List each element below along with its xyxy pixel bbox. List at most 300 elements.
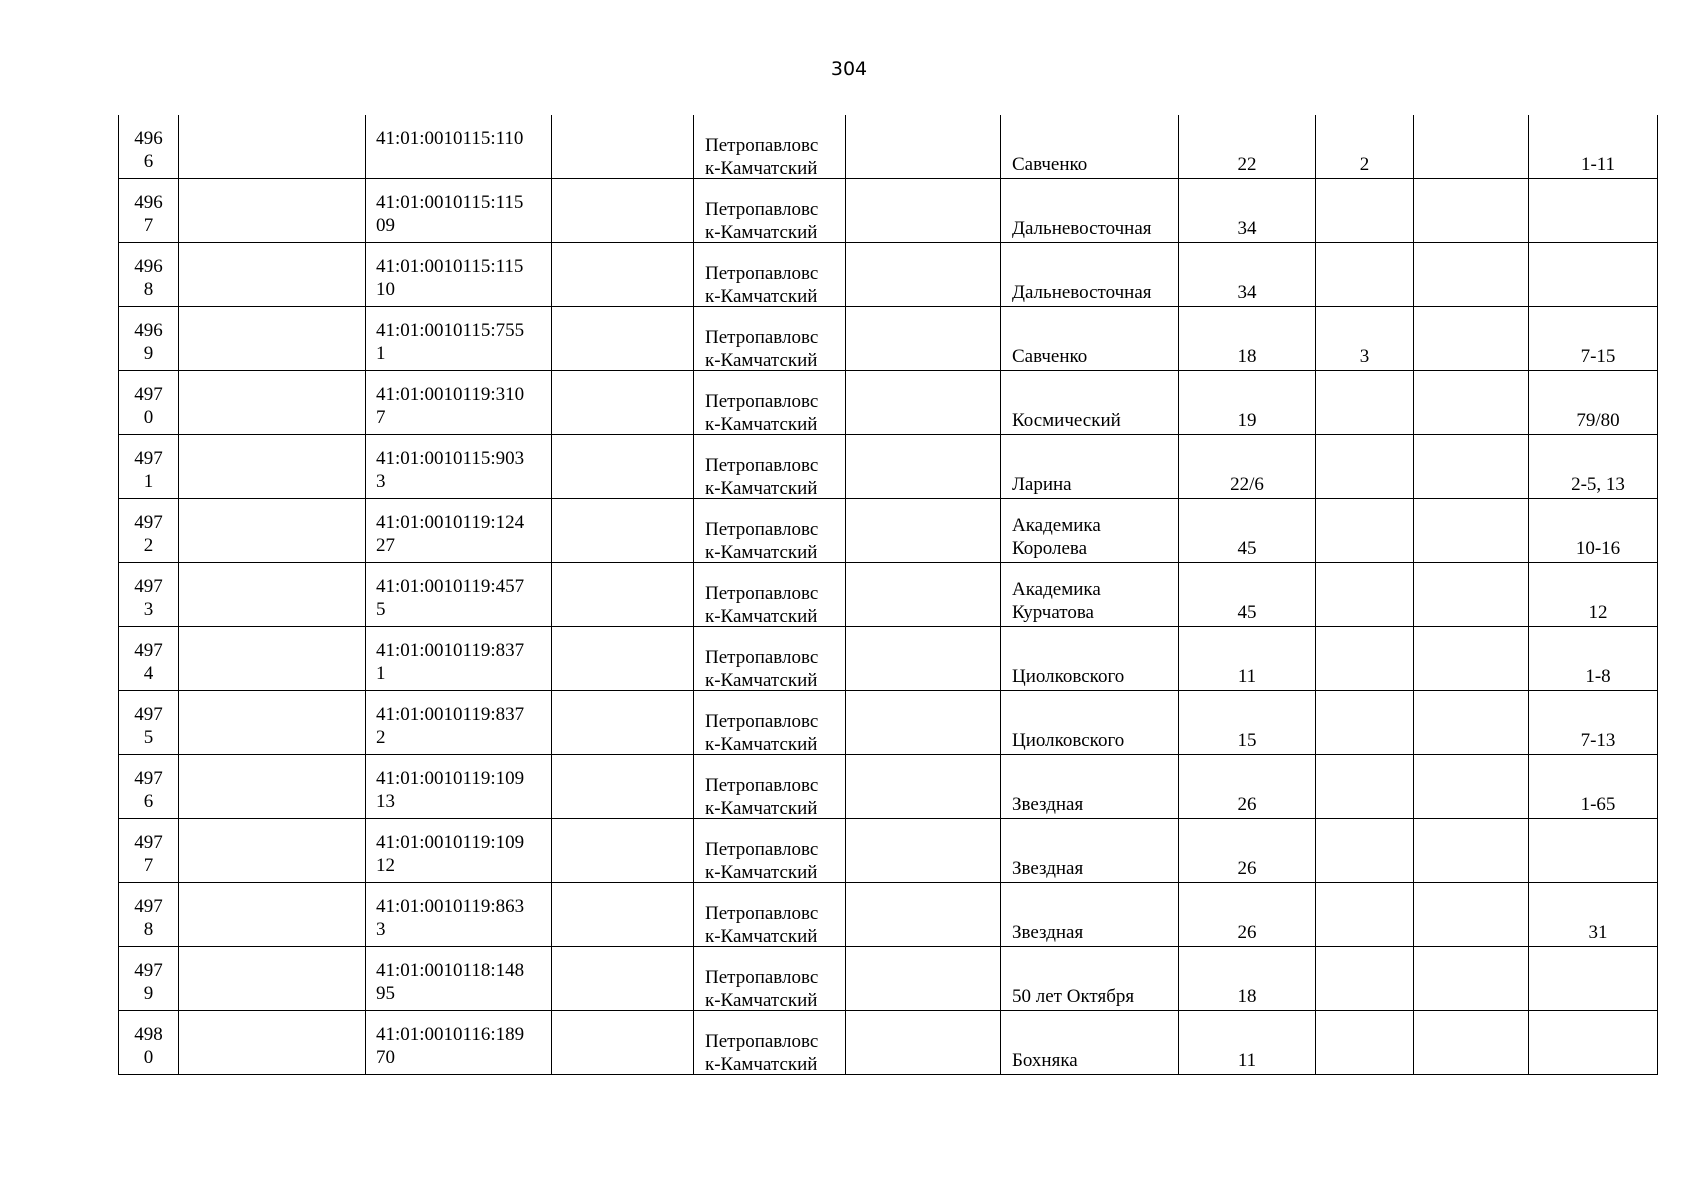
house-number: 26 [1237, 858, 1257, 879]
empty-cell [552, 883, 694, 947]
empty-cell [1414, 179, 1529, 243]
street-line: Циолковского [1012, 666, 1125, 687]
empty-cell [552, 115, 694, 179]
apartments-cell [1529, 435, 1658, 499]
empty-cell [179, 627, 366, 691]
row-number-cell [119, 371, 179, 435]
house-number-cell [1179, 371, 1316, 435]
table-row [119, 563, 1658, 627]
table-row [119, 371, 1658, 435]
apartments-cell [1529, 499, 1658, 563]
cadastral-number-line: 7 [376, 407, 386, 428]
street-line: Ларина [1012, 474, 1072, 495]
apartments-cell [1529, 307, 1658, 371]
city-cell [694, 179, 846, 243]
cadastral-number-cell [366, 307, 552, 371]
empty-cell [846, 755, 1001, 819]
row-number-line: 9 [143, 343, 154, 364]
table-row [119, 179, 1658, 243]
building-number-cell [1316, 371, 1414, 435]
cadastral-number-line: 1 [376, 663, 386, 684]
empty-cell [552, 627, 694, 691]
cadastral-number-line: 70 [376, 1047, 395, 1068]
empty-cell [846, 179, 1001, 243]
building-number-cell [1316, 627, 1414, 691]
apartments-cell [1529, 371, 1658, 435]
street-line: Савченко [1012, 154, 1088, 175]
table-row [119, 755, 1658, 819]
apartments-range: 1-65 [1580, 794, 1616, 815]
apartments-cell [1529, 755, 1658, 819]
row-number-line: 8 [143, 279, 154, 300]
house-number-cell [1179, 243, 1316, 307]
house-number-cell [1179, 947, 1316, 1011]
apartments-cell [1529, 243, 1658, 307]
building-number-cell [1316, 1011, 1414, 1075]
row-number-cell [119, 563, 179, 627]
cadastral-number-line: 3 [376, 471, 386, 492]
city-cell [694, 883, 846, 947]
table-row [119, 691, 1658, 755]
city-cell [694, 435, 846, 499]
table-row [119, 307, 1658, 371]
street-cell [1001, 627, 1179, 691]
cadastral-number-line: 3 [376, 919, 386, 940]
empty-cell [552, 243, 694, 307]
empty-cell [846, 307, 1001, 371]
row-number-cell [119, 691, 179, 755]
building-number: 2 [1359, 154, 1370, 175]
street-line: Савченко [1012, 346, 1088, 367]
apartments-range: 31 [1588, 922, 1608, 943]
street-line: 50 лет Октября [1012, 986, 1135, 1007]
empty-cell [552, 755, 694, 819]
street-line: Звездная [1012, 922, 1084, 943]
apartments-range: 79/80 [1576, 410, 1620, 431]
city-cell [694, 307, 846, 371]
house-number-cell [1179, 435, 1316, 499]
house-number: 22/6 [1230, 474, 1264, 495]
street-cell [1001, 435, 1179, 499]
empty-cell [179, 115, 366, 179]
building-number-cell [1316, 691, 1414, 755]
empty-cell [552, 1011, 694, 1075]
city-line: к-Камчатский [705, 990, 818, 1011]
city-line: Петропавловс [705, 455, 819, 476]
street-line: Дальневосточная [1012, 218, 1152, 239]
cadastral-number-line: 41:01:0010119:124 [376, 512, 525, 533]
empty-cell [552, 371, 694, 435]
empty-cell [1414, 563, 1529, 627]
empty-cell [179, 947, 366, 1011]
street-line: Академика [1012, 515, 1101, 536]
apartments-cell [1529, 819, 1658, 883]
apartments-range: 1-11 [1580, 154, 1616, 175]
table-row [119, 819, 1658, 883]
house-number-cell [1179, 179, 1316, 243]
row-number-cell [119, 947, 179, 1011]
street-line: Дальневосточная [1012, 282, 1152, 303]
row-number-cell [119, 115, 179, 179]
house-number: 15 [1237, 730, 1257, 751]
building-number-cell [1316, 243, 1414, 307]
empty-cell [1414, 755, 1529, 819]
building-number-cell [1316, 563, 1414, 627]
row-number-line: 6 [143, 151, 154, 172]
city-line: Петропавловс [705, 199, 819, 220]
building-number-cell [1316, 179, 1414, 243]
city-line: Петропавловс [705, 327, 819, 348]
row-number-line: 4 [143, 663, 154, 684]
street-line: Звездная [1012, 794, 1084, 815]
city-cell [694, 563, 846, 627]
empty-cell [552, 691, 694, 755]
cadastral-number-line: 41:01:0010119:109 [376, 832, 525, 853]
empty-cell [179, 179, 366, 243]
city-cell [694, 371, 846, 435]
empty-cell [1414, 627, 1529, 691]
row-number-line: 5 [143, 727, 154, 748]
empty-cell [1414, 371, 1529, 435]
empty-cell [179, 563, 366, 627]
city-cell [694, 1011, 846, 1075]
row-number-line: 7 [143, 215, 154, 236]
empty-cell [846, 1011, 1001, 1075]
table-row [119, 947, 1658, 1011]
empty-cell [846, 883, 1001, 947]
registry-body [119, 115, 1658, 1075]
apartments-cell [1529, 691, 1658, 755]
empty-cell [846, 947, 1001, 1011]
empty-cell [846, 243, 1001, 307]
empty-cell [846, 819, 1001, 883]
street-line: Академика [1012, 579, 1101, 600]
house-number-cell [1179, 1011, 1316, 1075]
city-line: к-Камчатский [705, 286, 818, 307]
empty-cell [552, 563, 694, 627]
cadastral-number-line: 41:01:0010116:189 [376, 1024, 525, 1045]
cadastral-number-cell [366, 627, 552, 691]
apartments-range: 10-16 [1575, 538, 1621, 559]
city-line: к-Камчатский [705, 862, 818, 883]
row-number-line: 497 [134, 960, 163, 981]
house-number-cell [1179, 819, 1316, 883]
apartments-cell [1529, 1011, 1658, 1075]
row-number-cell [119, 243, 179, 307]
city-line: к-Камчатский [705, 670, 818, 691]
row-number-line: 497 [134, 896, 163, 917]
city-line: к-Камчатский [705, 926, 818, 947]
building-number-cell [1316, 883, 1414, 947]
cadastral-number-cell [366, 499, 552, 563]
apartments-cell [1529, 179, 1658, 243]
cadastral-number-line: 41:01:0010115:755 [376, 320, 525, 341]
row-number-line: 497 [134, 576, 163, 597]
street-line: Космический [1012, 410, 1121, 431]
empty-cell [552, 307, 694, 371]
row-number-cell [119, 883, 179, 947]
row-number-line: 497 [134, 448, 163, 469]
empty-cell [1414, 115, 1529, 179]
empty-cell [846, 499, 1001, 563]
street-cell [1001, 755, 1179, 819]
street-line: Бохняка [1012, 1050, 1078, 1071]
row-number-line: 9 [143, 983, 154, 1004]
empty-cell [179, 371, 366, 435]
row-number-line: 6 [143, 791, 154, 812]
empty-cell [179, 1011, 366, 1075]
cadastral-number-line: 41:01:0010118:148 [376, 960, 525, 981]
street-cell [1001, 307, 1179, 371]
house-number-cell [1179, 499, 1316, 563]
cadastral-number-cell [366, 691, 552, 755]
empty-cell [552, 499, 694, 563]
empty-cell [846, 691, 1001, 755]
city-line: Петропавловс [705, 583, 819, 604]
cadastral-number-line: 41:01:0010119:457 [376, 576, 525, 597]
row-number-line: 498 [134, 1024, 163, 1045]
cadastral-number-cell [366, 435, 552, 499]
cadastral-number-line: 41:01:0010115:110 [376, 128, 524, 149]
house-number: 45 [1237, 602, 1257, 623]
apartments-range: 2-5, 13 [1571, 474, 1625, 495]
registry-table [118, 115, 1658, 1075]
house-number-cell [1179, 563, 1316, 627]
cadastral-number-line: 5 [376, 599, 386, 620]
row-number-line: 496 [134, 256, 163, 277]
empty-cell [1414, 691, 1529, 755]
cadastral-number-cell [366, 563, 552, 627]
street-cell [1001, 819, 1179, 883]
street-cell [1001, 947, 1179, 1011]
cadastral-number-line: 41:01:0010115:903 [376, 448, 525, 469]
empty-cell [846, 115, 1001, 179]
empty-cell [552, 179, 694, 243]
building-number-cell [1316, 307, 1414, 371]
city-line: Петропавловс [705, 967, 819, 988]
apartments-range: 7-15 [1580, 346, 1616, 367]
street-line: Звездная [1012, 858, 1084, 879]
street-cell [1001, 115, 1179, 179]
empty-cell [552, 435, 694, 499]
building-number-cell [1316, 499, 1414, 563]
house-number-cell [1179, 883, 1316, 947]
row-number-line: 1 [143, 471, 154, 492]
empty-cell [179, 243, 366, 307]
city-line: к-Камчатский [705, 350, 818, 371]
empty-cell [179, 755, 366, 819]
street-line: Королева [1012, 538, 1088, 559]
table-row [119, 883, 1658, 947]
empty-cell [179, 499, 366, 563]
row-number-line: 497 [134, 768, 163, 789]
cadastral-number-line: 12 [376, 855, 395, 876]
house-number-cell [1179, 691, 1316, 755]
street-cell [1001, 691, 1179, 755]
street-cell [1001, 179, 1179, 243]
row-number-line: 497 [134, 832, 163, 853]
empty-cell [1414, 307, 1529, 371]
city-line: к-Камчатский [705, 606, 818, 627]
empty-cell [1414, 435, 1529, 499]
row-number-cell [119, 1011, 179, 1075]
street-cell [1001, 563, 1179, 627]
empty-cell [179, 691, 366, 755]
city-cell [694, 947, 846, 1011]
house-number: 34 [1237, 218, 1257, 239]
building-number: 3 [1359, 346, 1370, 367]
row-number-cell [119, 755, 179, 819]
empty-cell [179, 819, 366, 883]
cadastral-number-cell [366, 179, 552, 243]
house-number: 18 [1237, 986, 1257, 1007]
city-line: Петропавловс [705, 711, 819, 732]
cadastral-number-line: 09 [376, 215, 395, 236]
empty-cell [1414, 947, 1529, 1011]
cadastral-number-line: 27 [376, 535, 395, 556]
empty-cell [846, 435, 1001, 499]
empty-cell [1414, 1011, 1529, 1075]
empty-cell [179, 883, 366, 947]
row-number-line: 0 [143, 407, 154, 428]
house-number: 45 [1237, 538, 1257, 559]
empty-cell [846, 371, 1001, 435]
city-line: к-Камчатский [705, 1054, 818, 1075]
house-number: 34 [1237, 282, 1257, 303]
cadastral-number-cell [366, 371, 552, 435]
cadastral-number-cell [366, 819, 552, 883]
row-number-cell [119, 819, 179, 883]
row-number-line: 496 [134, 192, 163, 213]
table-row [119, 627, 1658, 691]
city-cell [694, 755, 846, 819]
row-number-cell [119, 627, 179, 691]
street-line: Курчатова [1012, 602, 1094, 623]
empty-cell [846, 563, 1001, 627]
cadastral-number-line: 41:01:0010119:109 [376, 768, 525, 789]
city-cell [694, 115, 846, 179]
table-row [119, 243, 1658, 307]
city-line: Петропавловс [705, 135, 819, 156]
row-number-line: 8 [143, 919, 154, 940]
row-number-line: 497 [134, 640, 163, 661]
apartments-cell [1529, 883, 1658, 947]
city-line: Петропавловс [705, 391, 819, 412]
row-number-cell [119, 179, 179, 243]
city-line: к-Камчатский [705, 222, 818, 243]
cadastral-number-line: 41:01:0010119:310 [376, 384, 525, 405]
house-number: 22 [1237, 154, 1257, 175]
city-line: к-Камчатский [705, 542, 818, 563]
house-number: 11 [1237, 666, 1257, 687]
city-line: к-Камчатский [705, 478, 818, 499]
street-cell [1001, 883, 1179, 947]
city-cell [694, 819, 846, 883]
row-number-line: 496 [134, 128, 163, 149]
row-number-line: 7 [143, 855, 154, 876]
apartments-range: 7-13 [1580, 730, 1616, 751]
street-line: Циолковского [1012, 730, 1125, 751]
city-line: Петропавловс [705, 647, 819, 668]
house-number-cell [1179, 755, 1316, 819]
empty-cell [1414, 499, 1529, 563]
cadastral-number-cell [366, 883, 552, 947]
city-line: к-Камчатский [705, 798, 818, 819]
city-line: Петропавловс [705, 839, 819, 860]
city-cell [694, 627, 846, 691]
house-number: 19 [1237, 410, 1257, 431]
cadastral-number-line: 41:01:0010115:115 [376, 256, 524, 277]
apartments-cell [1529, 563, 1658, 627]
empty-cell [1414, 243, 1529, 307]
building-number-cell [1316, 819, 1414, 883]
table-row [119, 435, 1658, 499]
cadastral-number-line: 1 [376, 343, 386, 364]
city-cell [694, 499, 846, 563]
cadastral-number-cell [366, 115, 552, 179]
apartments-cell [1529, 627, 1658, 691]
house-number: 26 [1237, 794, 1257, 815]
cadastral-number-cell [366, 755, 552, 819]
building-number-cell [1316, 115, 1414, 179]
cadastral-number-line: 2 [376, 727, 386, 748]
cadastral-number-cell [366, 947, 552, 1011]
row-number-line: 0 [143, 1047, 154, 1068]
apartments-cell [1529, 115, 1658, 179]
house-number: 26 [1237, 922, 1257, 943]
street-cell [1001, 371, 1179, 435]
city-line: к-Камчатский [705, 734, 818, 755]
apartments-range: 1-8 [1585, 666, 1611, 687]
city-line: Петропавловс [705, 519, 819, 540]
table-row [119, 499, 1658, 563]
apartments-range: 12 [1588, 602, 1608, 623]
apartments-cell [1529, 947, 1658, 1011]
row-number-line: 497 [134, 512, 163, 533]
street-cell [1001, 1011, 1179, 1075]
row-number-cell [119, 499, 179, 563]
empty-cell [179, 307, 366, 371]
house-number-cell [1179, 627, 1316, 691]
city-cell [694, 691, 846, 755]
house-number: 11 [1237, 1050, 1257, 1071]
building-number-cell [1316, 755, 1414, 819]
cadastral-number-line: 41:01:0010119:837 [376, 704, 525, 725]
city-line: Петропавловс [705, 903, 819, 924]
city-cell [694, 243, 846, 307]
row-number-line: 496 [134, 320, 163, 341]
row-number-cell [119, 435, 179, 499]
city-line: Петропавловс [705, 1031, 819, 1052]
building-number-cell [1316, 435, 1414, 499]
empty-cell [846, 627, 1001, 691]
empty-cell [1414, 819, 1529, 883]
row-number-cell [119, 307, 179, 371]
empty-cell [179, 435, 366, 499]
city-line: к-Камчатский [705, 158, 818, 179]
page-number: 304 [830, 58, 868, 80]
empty-cell [552, 947, 694, 1011]
house-number-cell [1179, 307, 1316, 371]
building-number-cell [1316, 947, 1414, 1011]
city-line: к-Камчатский [705, 414, 818, 435]
street-cell [1001, 243, 1179, 307]
city-line: Петропавловс [705, 263, 819, 284]
cadastral-number-line: 41:01:0010119:863 [376, 896, 525, 917]
empty-cell [1414, 883, 1529, 947]
row-number-line: 2 [143, 535, 154, 556]
row-number-line: 497 [134, 704, 163, 725]
